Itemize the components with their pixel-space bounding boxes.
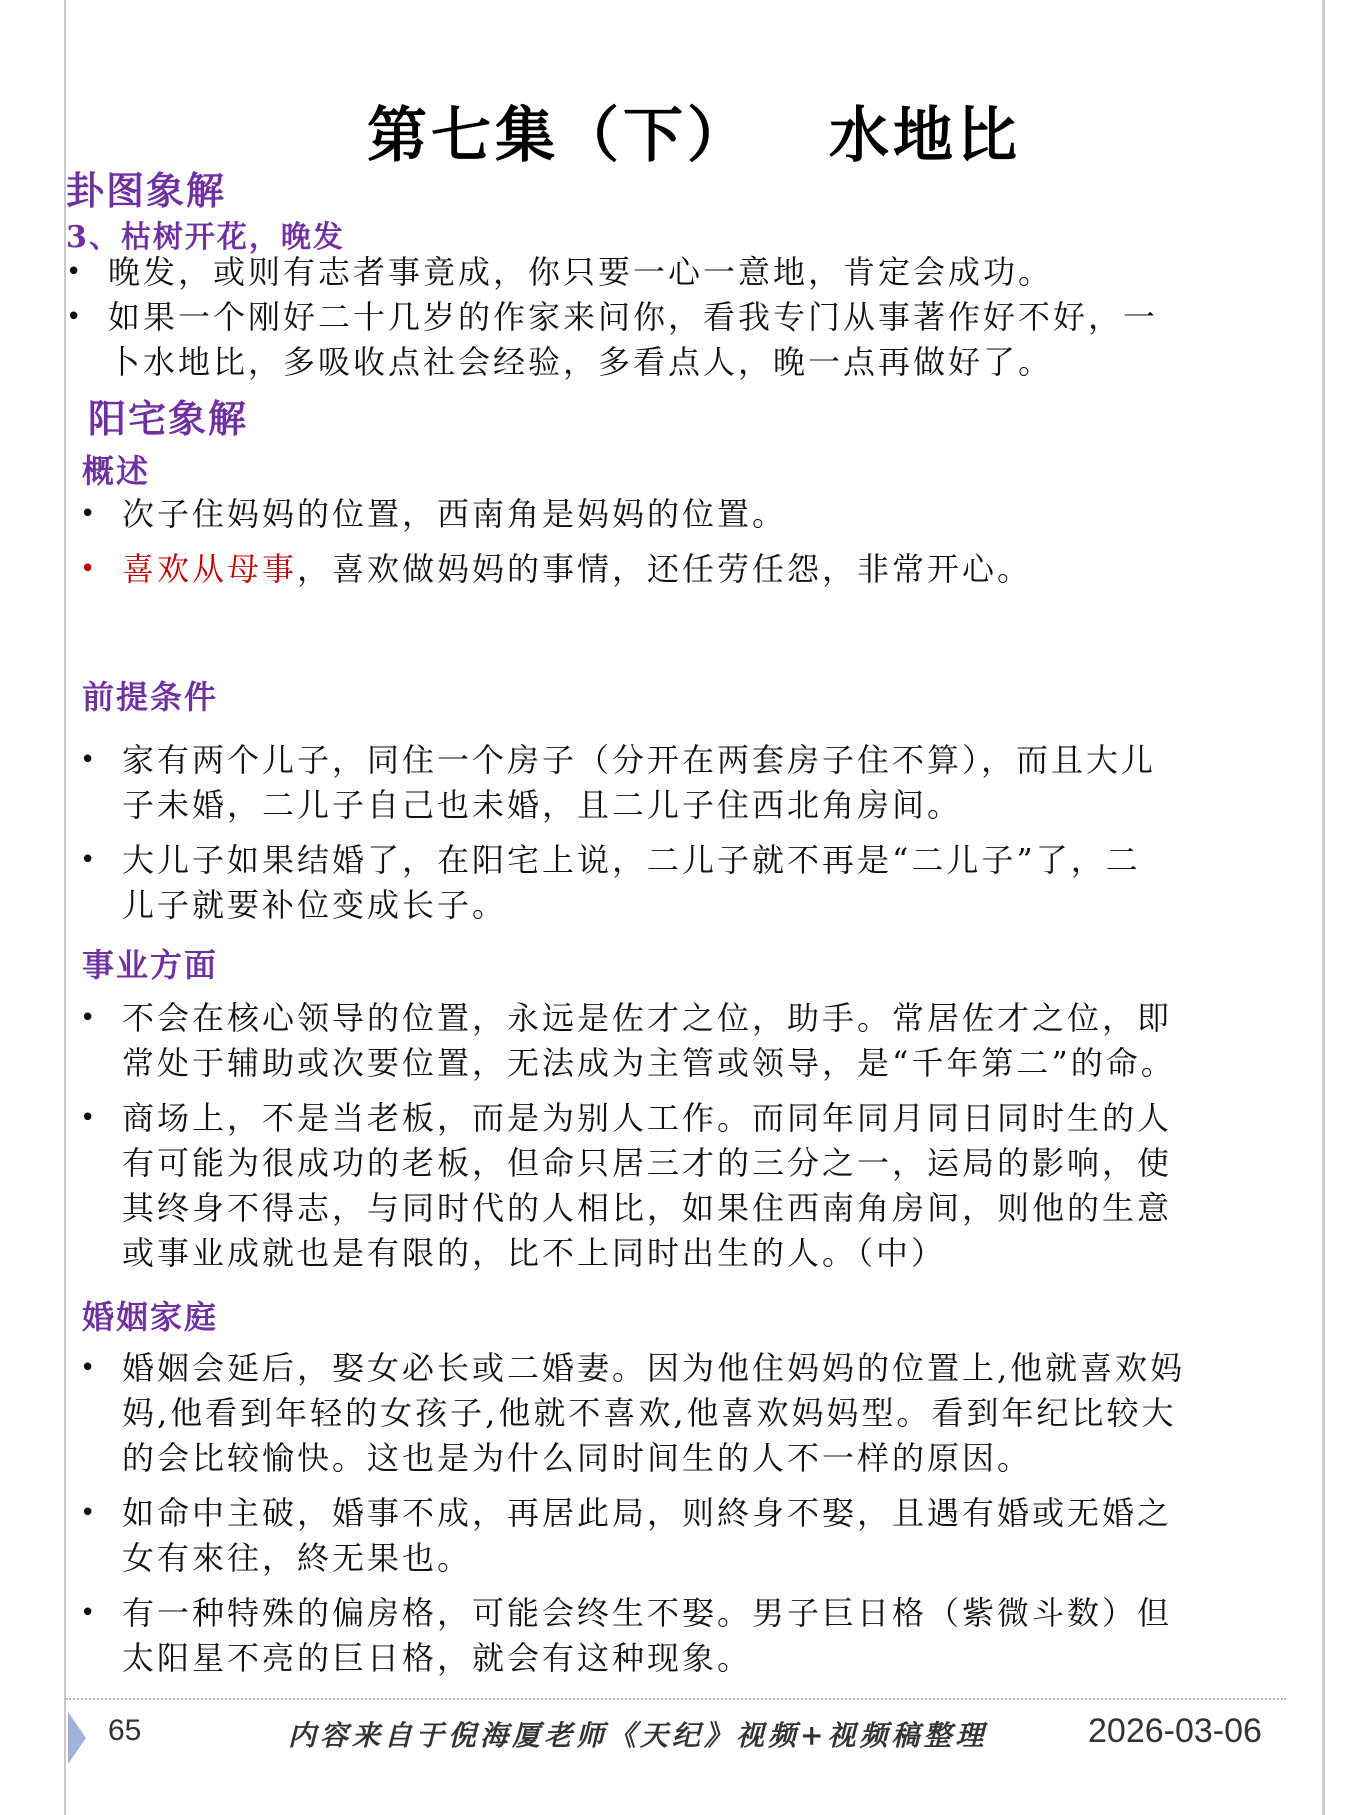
list-item: • 商场上，不是当老板，而是为别人工作。而同年同月同日同时生的人 有可能为很成功的老板，但命只居三才的三分之一，运局的影响，使 其终身不得志，与同时代的人相比，如果住西南角房间，则他的生意 或事业成就也是有限的，比不上同时出生的人。（中）	[80, 1099, 1173, 1272]
page-number: 65	[108, 1714, 142, 1747]
document-page	[66, 0, 1322, 1815]
triangle-marker-icon	[68, 1712, 86, 1764]
list-item: • 晚发，或则有志者事竟成，你只要一心一意地，肯定会成功。	[66, 253, 1054, 291]
footer-divider	[66, 1698, 1286, 1700]
list-item: • 家有两个儿子，同住一个房子（分开在两套房子住不算），而且大儿 子未婚，二儿子自己也未婚，且二儿子住西北角房间。	[80, 741, 1157, 824]
heading-premise: 前提条件	[82, 678, 219, 716]
gua-bullet-list	[66, 250, 1306, 385]
list-item: • 大儿子如果结婚了，在阳宅上说，二儿子就不再是“二儿子”了，二 儿子就要补位变成长子。	[80, 841, 1141, 924]
list-item: • 次子住妈妈的位置，西南角是妈妈的位置。	[80, 495, 788, 533]
list-item-continuation: 卜水地比，多吸收点社会经验，多看点人，晚一点再做好了。	[108, 343, 1054, 381]
page-title	[66, 88, 1322, 174]
overview-list	[80, 492, 1320, 592]
footer-date: 2026-03-06	[1088, 1712, 1262, 1750]
career-list	[80, 996, 1330, 1276]
list-item: • 喜欢从母事，喜欢做妈妈的事情，还任劳任怨，非常开心。	[80, 550, 1033, 588]
list-item: • 婚姻会延后，娶女必长或二婚妻。因为他住妈妈的位置上,他就喜欢妈 妈,他看到年轻的女孩子,他就不喜欢,他喜欢妈妈型。看到年纪比较大 的会比较愉快。这也是为什么同时间生的人不一样的原因。	[80, 1349, 1186, 1477]
heading-marriage: 婚姻家庭	[82, 1298, 219, 1336]
heading-yang-zhai: 阳宅象解	[88, 396, 249, 441]
title-part1: 第七集（下）	[367, 101, 751, 171]
list-item: • 如果一个刚好二十几岁的作家来问你，看我专门从事著作好不好，一	[66, 298, 1159, 336]
marriage-list	[80, 1346, 1330, 1681]
list-item: • 有一种特殊的偏房格，可能会终生不娶。男子巨日格（紫微斗数）但 太阳星不亮的巨日格，就会有这种现象。	[80, 1594, 1173, 1677]
heading-overview: 概述	[82, 452, 151, 490]
premise-list	[80, 738, 1320, 928]
list-item: • 如命中主破，婚事不成，再居此局，则終身不娶，且遇有婚或无婚之 女有來往，終无果也。	[80, 1494, 1173, 1577]
heading-career: 事业方面	[82, 946, 219, 984]
subheading-withered-tree: 3、枯树开花，晚发	[66, 220, 345, 255]
title-part2: 水地比	[829, 101, 1021, 171]
footer-source: 内容来自于倪海厦老师《天纪》视频+视频稿整理	[288, 1719, 988, 1752]
heading-gua-tu: 卦图象解	[66, 168, 227, 213]
highlight-text: 喜欢从母事	[122, 550, 298, 588]
list-item: • 不会在核心领导的位置，永远是佐才之位，助手。常居佐才之位，即 常处于辅助或次要位置，无法成为主管或领导，是“千年第二”的命。	[80, 999, 1176, 1082]
